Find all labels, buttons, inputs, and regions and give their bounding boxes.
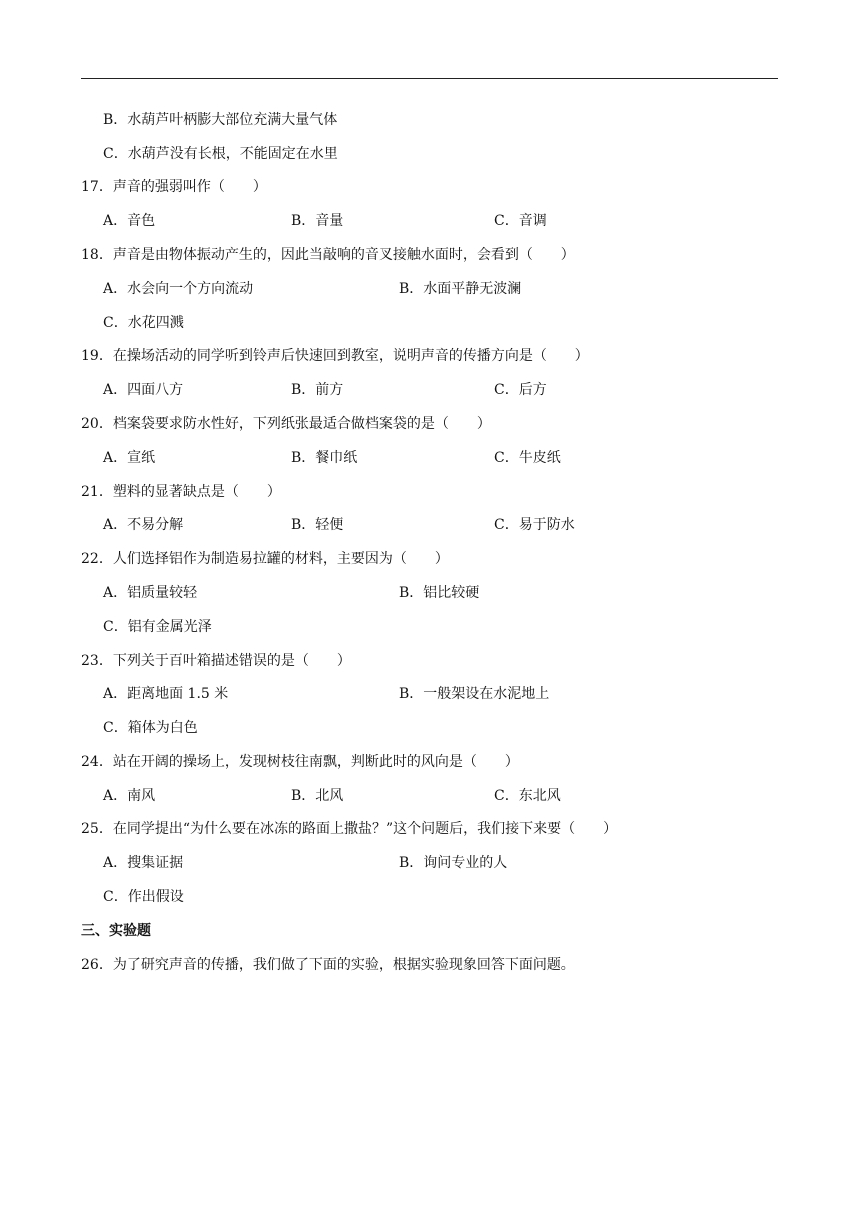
q23-option-c: C．箱体为白色 — [103, 720, 198, 736]
q18-option-a: A．水会向一个方向流动 — [103, 281, 254, 297]
q21-option-b: B．轻便 — [291, 517, 344, 533]
q23-option-b: B．一般架设在水泥地上 — [399, 686, 550, 702]
q22-stem: 22．人们选择铝作为制造易拉罐的材料，主要因为（ ） — [81, 551, 449, 567]
q17-option-a: A．音色 — [103, 213, 156, 229]
q17-stem: 17．声音的强弱叫作（ ） — [81, 179, 267, 195]
q21-option-a: A．不易分解 — [103, 517, 184, 533]
q25-option-b: B．询问专业的人 — [399, 855, 508, 871]
q25-option-c: C．作出假设 — [103, 889, 184, 905]
q19-option-a: A．四面八方 — [103, 382, 184, 398]
q19-option-b: B．前方 — [291, 382, 344, 398]
q22-option-c: C．铝有金属光泽 — [103, 619, 212, 635]
q20-option-b: B．餐巾纸 — [291, 450, 358, 466]
q20-option-c: C．牛皮纸 — [494, 450, 561, 466]
q25-option-a: A．搜集证据 — [103, 855, 184, 871]
q18-option-b: B．水面平静无波澜 — [399, 281, 522, 297]
q19-option-c: C．后方 — [494, 382, 547, 398]
q22-option-a: A．铝质量较轻 — [103, 585, 198, 601]
q16-option-c: C．水葫芦没有长根，不能固定在水里 — [103, 146, 338, 162]
q18-option-c: C．水花四溅 — [103, 315, 184, 331]
q20-stem: 20．档案袋要求防水性好，下列纸张最适合做档案袋的是（ ） — [81, 416, 491, 432]
q18-stem: 18．声音是由物体振动产生的，因此当敲响的音叉接触水面时，会看到（ ） — [81, 247, 575, 263]
q25-stem: 25．在同学提出“为什么要在冰冻的路面上撒盐？”这个问题后，我们接下来要（ ） — [81, 821, 618, 837]
q23-stem: 23．下列关于百叶箱描述错误的是（ ） — [81, 653, 351, 669]
q24-stem: 24．站在开阔的操场上，发现树枝往南飘，判断此时的风向是（ ） — [81, 754, 519, 770]
q24-option-c: C．东北风 — [494, 788, 561, 804]
section-heading-experiment: 三、实验题 — [81, 923, 151, 939]
q21-stem: 21．塑料的显著缺点是（ ） — [81, 484, 281, 500]
q20-option-a: A．宣纸 — [103, 450, 156, 466]
q16-option-b: B．水葫芦叶柄膨大部位充满大量气体 — [103, 112, 338, 128]
q23-option-a: A．距离地面 1.5 米 — [103, 686, 229, 702]
q26-stem: 26．为了研究声音的传播，我们做了下面的实验，根据实验现象回答下面问题。 — [81, 957, 575, 973]
q17-option-c: C．音调 — [494, 213, 547, 229]
q19-stem: 19．在操场活动的同学听到铃声后快速回到教室，说明声音的传播方向是（ ） — [81, 348, 589, 364]
q24-option-a: A．南风 — [103, 788, 156, 804]
header-rule — [81, 78, 778, 79]
q21-option-c: C．易于防水 — [494, 517, 575, 533]
q22-option-b: B．铝比较硬 — [399, 585, 480, 601]
q24-option-b: B．北风 — [291, 788, 344, 804]
q17-option-b: B．音量 — [291, 213, 344, 229]
